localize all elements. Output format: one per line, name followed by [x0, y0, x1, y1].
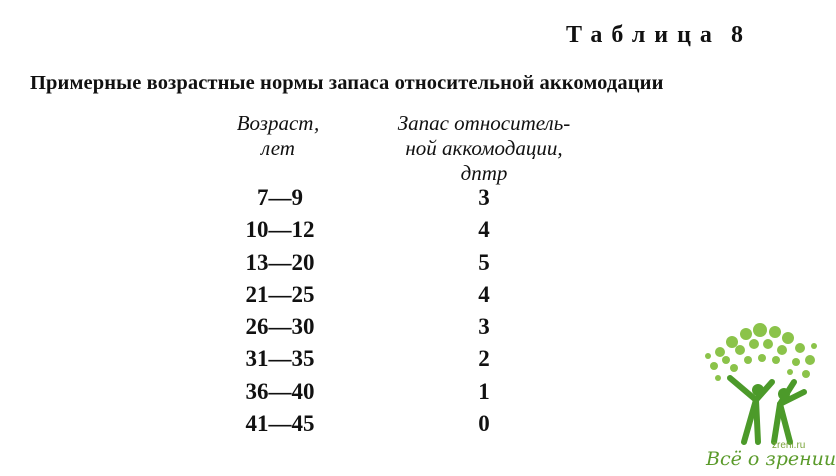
column-header-reserve-line: ной аккомодации, [405, 136, 563, 160]
table-number-label [566, 22, 743, 49]
column-header-reserve [374, 111, 594, 186]
table-number-value: 8 [730, 22, 743, 48]
cell-reserve-value: 3 [478, 314, 490, 340]
watermark-site: zreni.ru [772, 440, 806, 451]
table-row [0, 217, 836, 249]
column-header-age-line: лет [261, 136, 295, 160]
cell-age: 26—30 [245, 314, 315, 340]
column-header-age-line: Возраст, [236, 111, 320, 135]
cell-age: 41—45 [245, 411, 315, 437]
cell-reserve-value: 3 [478, 185, 490, 210]
table-caption: Примерные возрастные нормы запаса относительной аккомодации [30, 72, 664, 94]
cell-age: 10—12 [245, 217, 315, 243]
table-row [0, 185, 836, 217]
cell-age: 31—35 [245, 346, 315, 372]
cell-age: 7—9 [257, 185, 303, 210]
cell-age: 13—20 [245, 249, 315, 275]
column-header-age [218, 111, 338, 161]
cell-reserve-value: 4 [478, 217, 490, 243]
table-row [0, 250, 836, 282]
cell-reserve-value: 0 [478, 411, 490, 437]
cell-age: 21—25 [245, 281, 315, 307]
column-header-reserve-line: дптр [460, 161, 508, 185]
table-row [0, 282, 836, 314]
cell-age: 36—40 [245, 378, 315, 404]
watermark-name: Всё о зрении [706, 448, 836, 470]
cell-reserve-value: 5 [478, 249, 490, 275]
cell-reserve-value: 1 [478, 378, 490, 404]
column-header-reserve-line: Запас относитель- [397, 111, 571, 135]
cell-reserve-value: 2 [478, 346, 490, 372]
cell-reserve-value: 4 [478, 281, 490, 307]
table-label-text: Таблица [566, 22, 721, 48]
